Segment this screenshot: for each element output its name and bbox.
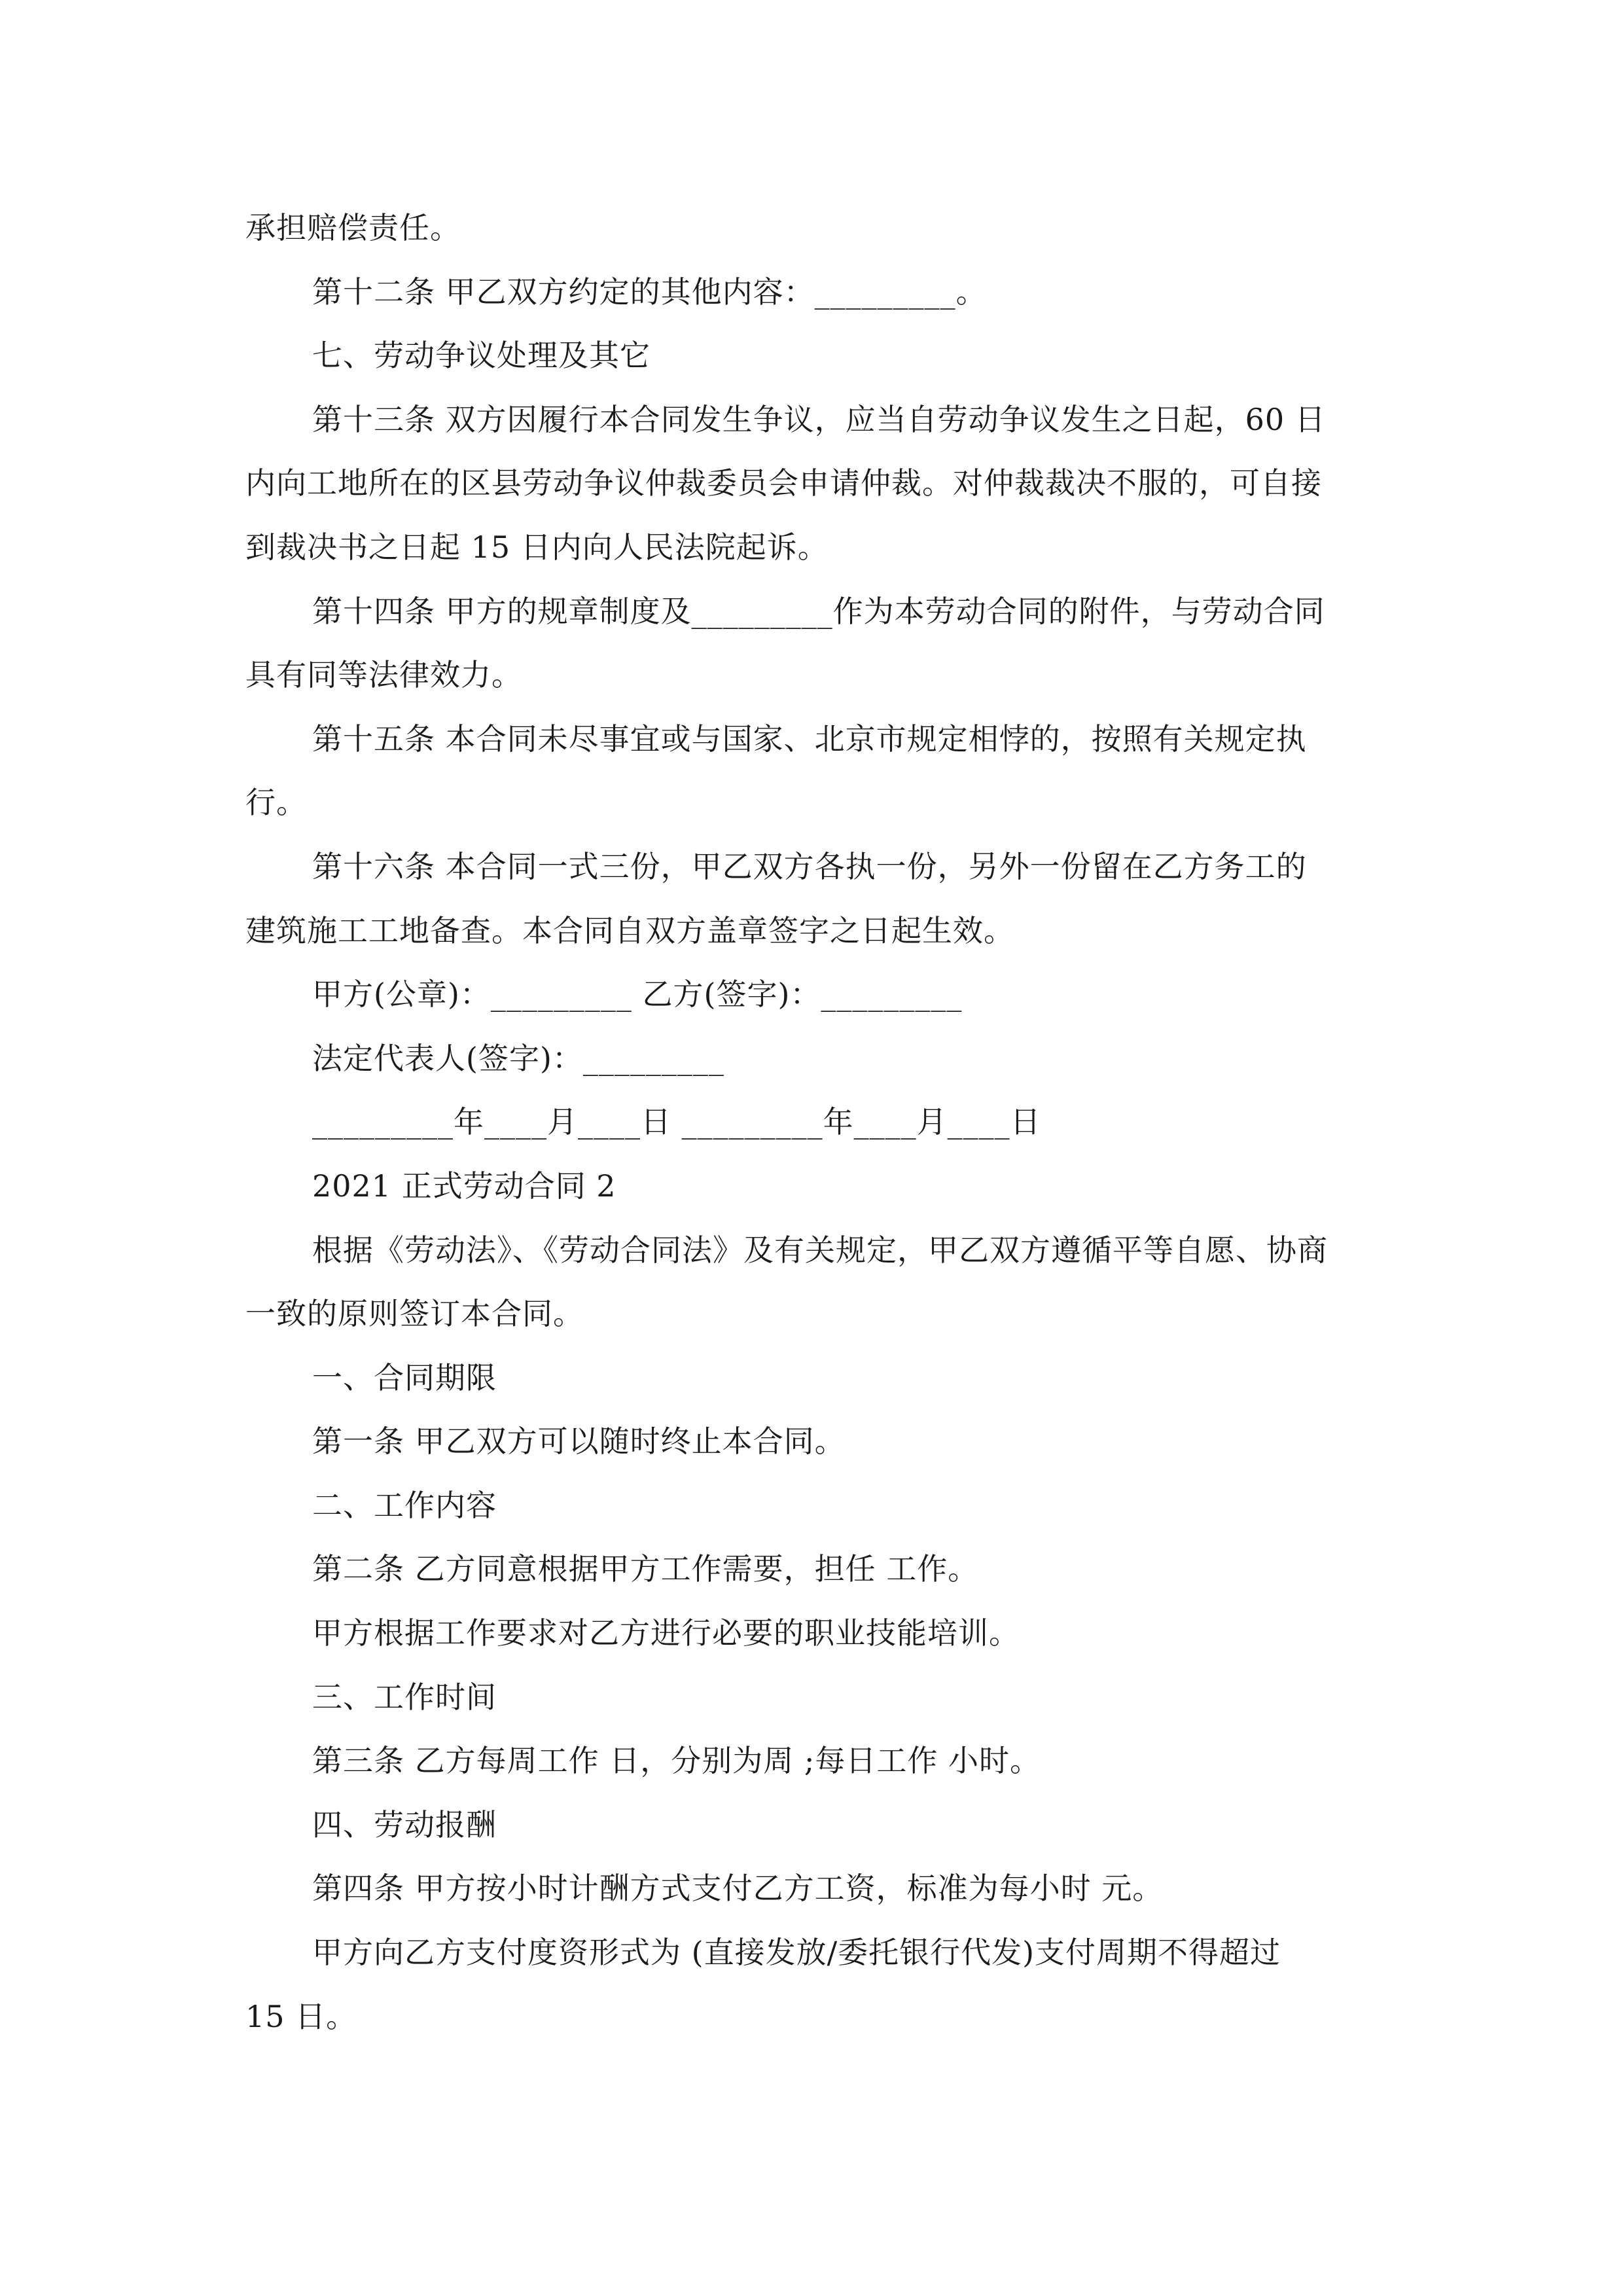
section-heading: 七、劳动争议处理及其它: [312, 338, 651, 374]
text-line: 承担赔偿责任。: [245, 210, 461, 245]
section-heading: 一、合同期限: [312, 1359, 497, 1395]
section-heading: 三、工作时间: [312, 1679, 497, 1715]
section-heading: 四、劳动报酬: [312, 1806, 497, 1842]
text-line: 第十六条 本合同一式三份，甲乙双方各执一份，另外一份留在乙方务工的: [312, 848, 1307, 884]
signature-line: 甲方(公章)：_________ 乙方(签字)：_________: [312, 977, 963, 1013]
date-line: _________年____月____日 _________年____月____日: [312, 1104, 1041, 1140]
text-line: 第二条 乙方同意根据甲方工作需要，担任 工作。: [312, 1551, 979, 1587]
text-line: 到裁决书之日起 15 日内向人民法院起诉。: [245, 529, 829, 565]
text-line: 甲方根据工作要求对乙方进行必要的职业技能培训。: [312, 1615, 1020, 1651]
document-title: 2021 正式劳动合同 2: [312, 1168, 616, 1204]
text-line: 第十四条 甲方的规章制度及_________作为本劳动合同的附件，与劳动合同: [312, 593, 1325, 629]
text-line: 15 日。: [245, 1998, 357, 2034]
text-line: 具有同等法律效力。: [245, 657, 522, 693]
text-line: 建筑施工工地备查。本合同自双方盖章签字之日起生效。: [245, 912, 1014, 948]
text-line: 甲方向乙方支付度资形式为 (直接发放/委托银行代发)支付周期不得超过: [312, 1935, 1281, 1971]
text-line: 内向工地所在的区县劳动争议仲裁委员会申请仲裁。对仲裁裁决不服的，可自接: [245, 465, 1322, 501]
document-body: [245, 196, 1384, 2049]
text-line: 根据《劳动法》、《劳动合同法》及有关规定，甲乙双方遵循平等自愿、协商: [312, 1232, 1328, 1268]
section-heading: 二、工作内容: [312, 1487, 497, 1523]
text-line: 第一条 甲乙双方可以随时终止本合同。: [312, 1424, 846, 1460]
text-line: 第四条 甲方按小时计酬方式支付乙方工资，标准为每小时 元。: [312, 1871, 1164, 1907]
text-line: 行。: [245, 785, 307, 821]
text-line: 第十三条 双方因履行本合同发生争议，应当自劳动争议发生之日起，60 日: [312, 401, 1326, 437]
text-line: 第十二条 甲乙双方约定的其他内容：_________。: [312, 274, 987, 310]
text-line: 一致的原则签订本合同。: [245, 1296, 584, 1332]
text-line: 第十五条 本合同未尽事宜或与国家、北京市规定相悖的，按照有关规定执: [312, 721, 1307, 757]
text-line: 第三条 乙方每周工作 日，分别为周 ;每日工作 小时。: [312, 1743, 1041, 1779]
signature-line: 法定代表人(签字)：_________: [312, 1040, 724, 1076]
